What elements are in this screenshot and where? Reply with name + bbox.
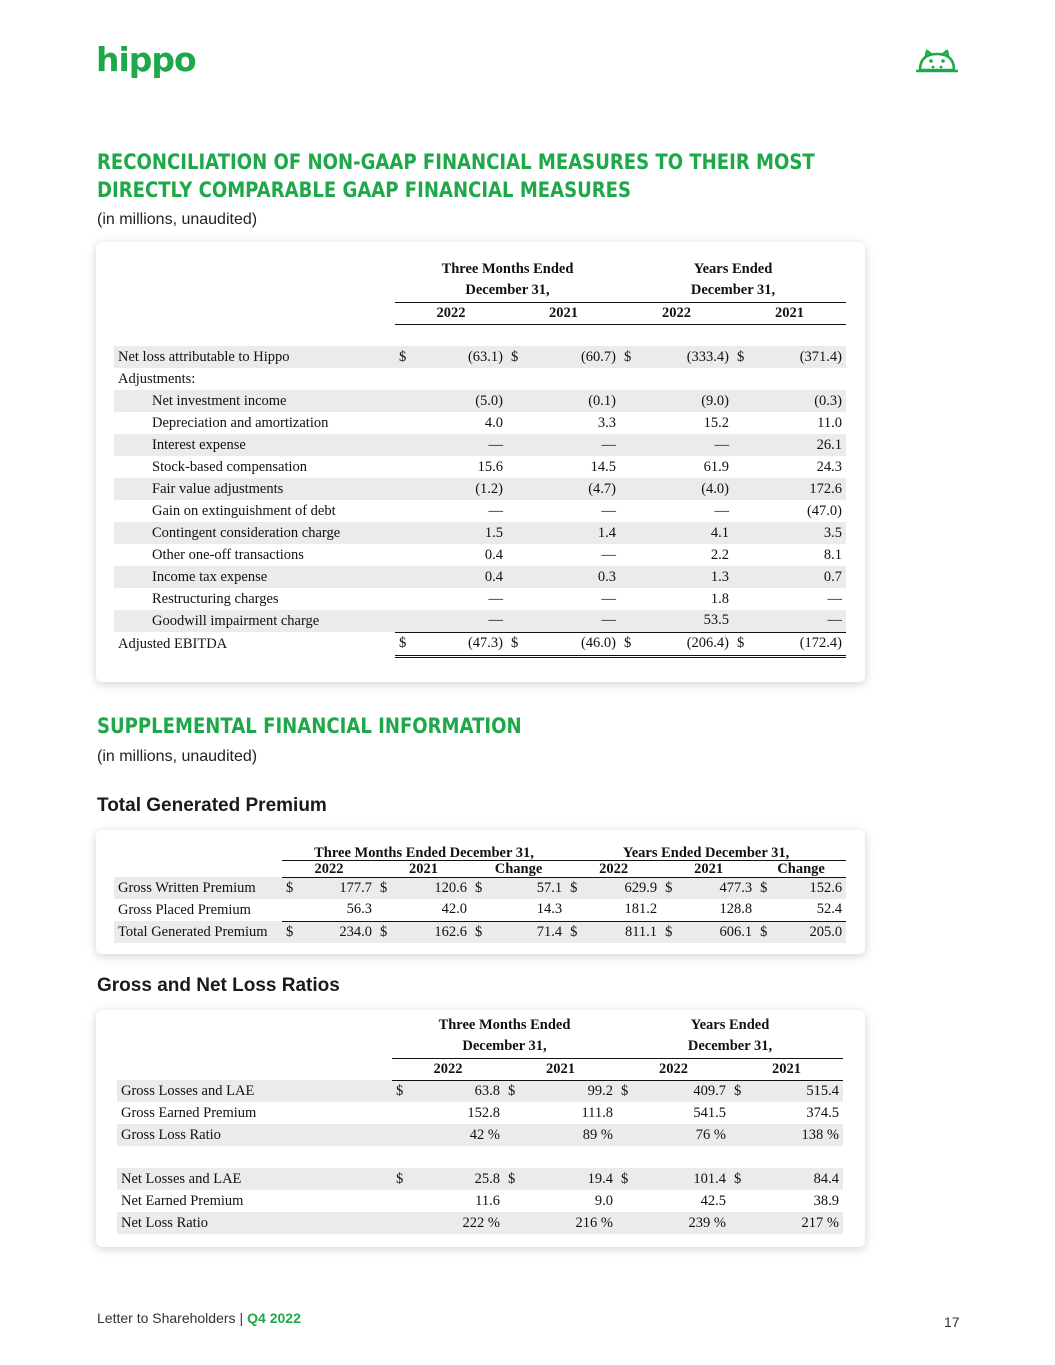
cell-value: 19.4 [526, 1168, 617, 1190]
three-months-header: Three Months Ended [441, 260, 574, 277]
currency-sign: $ [392, 1168, 414, 1190]
loss-ratios-heading: Gross and Net Loss Ratios [97, 975, 340, 996]
cell-value: 63.8 [414, 1080, 504, 1102]
cell-value: 152.8 [467, 1104, 500, 1121]
ratio-value: 42 [469, 1126, 485, 1143]
row-label: Net loss attributable to Hippo [114, 346, 395, 368]
currency-sign: $ [620, 632, 642, 656]
cell-value: 57.1 [487, 877, 566, 899]
cell-value: — [827, 590, 842, 607]
row-label: Interest expense [114, 434, 395, 456]
row-label: Adjusted EBITDA [118, 635, 228, 652]
currency-sign: $ [730, 1080, 752, 1102]
cell-value: 477.3 [677, 877, 756, 899]
cell-value [639, 1124, 730, 1146]
years-date: December 31, [620, 280, 846, 302]
cell-value: 0.3 [529, 566, 620, 588]
currency-sign: $ [471, 921, 487, 943]
percent-sign: % [826, 1214, 839, 1231]
year-header: 2021 [730, 1058, 843, 1080]
cell-value: (4.0) [642, 478, 733, 500]
row-label: Restructuring charges [152, 590, 279, 607]
cell-value: 172.6 [755, 478, 846, 500]
table-row [114, 456, 846, 478]
reconciliation-table [114, 258, 846, 658]
currency-sign: $ [504, 1080, 526, 1102]
hippo-logo: hippo [96, 40, 196, 79]
cell-value: 11.6 [475, 1192, 500, 1209]
row-label: Gross Written Premium [114, 877, 282, 899]
currency-sign: $ [471, 877, 487, 899]
cell-value: 15.6 [477, 458, 503, 475]
cell-value: 99.2 [526, 1080, 617, 1102]
col-header: 2022 [566, 860, 661, 877]
cell-value: 606.1 [677, 921, 756, 943]
percent-sign: % [713, 1214, 726, 1231]
row-label: Gross Losses and LAE [117, 1080, 392, 1102]
table-row [114, 368, 846, 390]
cell-value [414, 1212, 504, 1234]
cell-value: 14.3 [487, 899, 566, 921]
row-label: Gross Earned Premium [121, 1104, 257, 1121]
cell-value [526, 1212, 617, 1234]
percent-sign: % [713, 1126, 726, 1143]
cell-value: 1.8 [710, 590, 729, 607]
table-row-total [114, 921, 846, 943]
currency-sign: $ [395, 346, 417, 368]
cell-value: 56.3 [298, 899, 376, 921]
currency-sign: $ [617, 1080, 639, 1102]
cell-value: 14.5 [590, 458, 616, 475]
table-row [114, 434, 846, 456]
row-label: Adjustments: [118, 370, 196, 387]
cell-value [639, 1212, 730, 1234]
percent-sign: % [600, 1214, 613, 1231]
cell-value: — [601, 590, 616, 607]
cell-value: 2.2 [710, 546, 729, 563]
cell-value: 25.8 [414, 1168, 504, 1190]
currency-sign: $ [661, 921, 677, 943]
cell-value: (371.4) [755, 346, 846, 368]
cell-value: 1.3 [642, 566, 733, 588]
years-header: Years Ended December 31, [566, 843, 846, 860]
table-row [117, 1124, 843, 1146]
cell-value: 84.4 [752, 1168, 843, 1190]
hippo-mascot-icon [916, 48, 958, 79]
col-header: 2022 [282, 860, 376, 877]
cell-value: 3.5 [755, 522, 846, 544]
currency-sign: $ [507, 632, 529, 656]
table-row [117, 1168, 843, 1190]
footer-quarter: Q4 2022 [247, 1310, 301, 1326]
cell-value: (5.0) [417, 390, 507, 412]
year-header: 2021 [733, 302, 846, 324]
currency-sign: $ [566, 921, 582, 943]
cell-value: 374.5 [806, 1104, 839, 1121]
cell-value: 120.6 [392, 877, 471, 899]
cell-value: 26.1 [755, 434, 846, 456]
row-label: Other one-off transactions [152, 546, 304, 563]
col-header: 2021 [376, 860, 471, 877]
cell-value [752, 1124, 843, 1146]
cell-value: — [488, 590, 503, 607]
year-header: 2022 [620, 302, 733, 324]
cell-value: 11.0 [817, 414, 842, 431]
cell-value: 1.5 [417, 522, 507, 544]
currency-sign: $ [661, 877, 677, 899]
reconciliation-subtitle: (in millions, unaudited) [97, 211, 258, 228]
table-row [114, 566, 846, 588]
table-row [114, 478, 846, 500]
ratio-value: 222 [462, 1214, 485, 1231]
percent-sign: % [600, 1126, 613, 1143]
row-label: Income tax expense [114, 566, 395, 588]
cell-value: 3.3 [597, 414, 616, 431]
table-row [114, 390, 846, 412]
ratio-value: 89 [582, 1126, 598, 1143]
cell-value: 0.7 [755, 566, 846, 588]
cell-value: (46.0) [529, 632, 620, 656]
table-row [114, 588, 846, 610]
cell-value: — [601, 502, 616, 519]
cell-value [752, 1212, 843, 1234]
cell-value: 9.0 [594, 1192, 613, 1209]
cell-value: (0.3) [755, 390, 846, 412]
ratio-value: 138 [801, 1126, 824, 1143]
cell-value: 0.4 [484, 546, 503, 563]
cell-value: — [488, 502, 503, 519]
percent-sign: % [826, 1126, 839, 1143]
cell-value: 128.8 [677, 899, 756, 921]
year-header: 2022 [395, 302, 507, 324]
row-label: Total Generated Premium [114, 921, 282, 943]
cell-value: 38.9 [813, 1192, 839, 1209]
years-date: December 31, [617, 1036, 843, 1058]
percent-sign: % [487, 1126, 500, 1143]
cell-value: 629.9 [582, 877, 661, 899]
col-header: Change [471, 860, 566, 877]
row-label: Contingent consideration charge [114, 522, 395, 544]
three-months-header: Three Months Ended [438, 1016, 571, 1033]
table-row [114, 500, 846, 522]
cell-value: 71.4 [487, 921, 566, 943]
currency-sign: $ [566, 877, 582, 899]
table-row [114, 899, 846, 921]
cell-value: (172.4) [755, 632, 846, 656]
cell-value: 53.5 [642, 610, 733, 632]
percent-sign: % [487, 1214, 500, 1231]
row-label: Net Losses and LAE [117, 1168, 392, 1190]
table-row-total [114, 632, 846, 656]
cell-value: — [755, 610, 846, 632]
cell-value: 101.4 [639, 1168, 730, 1190]
table-row [117, 1190, 843, 1212]
cell-value: — [642, 434, 733, 456]
three-months-date: December 31, [395, 280, 620, 302]
table-row [117, 1080, 843, 1102]
cell-value: (0.1) [529, 390, 620, 412]
supplemental-title: SUPPLEMENTAL FINANCIAL INFORMATION [97, 714, 522, 738]
cell-value: 42.0 [392, 899, 471, 921]
cell-value: (9.0) [642, 390, 733, 412]
row-label: Net Earned Premium [121, 1192, 244, 1209]
three-months-header: Three Months Ended December 31, [282, 843, 566, 860]
cell-value: 0.4 [417, 566, 507, 588]
cell-value: — [529, 610, 620, 632]
cell-value: 52.4 [772, 899, 846, 921]
cell-value: (63.1) [417, 346, 507, 368]
cell-value: 181.2 [582, 899, 661, 921]
cell-value: 409.7 [639, 1080, 730, 1102]
row-label: Stock-based compensation [152, 458, 308, 475]
cell-value [414, 1124, 504, 1146]
currency-sign: $ [620, 346, 642, 368]
three-months-date: December 31, [392, 1036, 617, 1058]
page-number: 17 [944, 1314, 960, 1330]
currency-sign: $ [733, 632, 755, 656]
cell-value: 111.8 [581, 1104, 613, 1121]
cell-value: 15.2 [703, 414, 729, 431]
cell-value: — [601, 546, 616, 563]
cell-value: 541.5 [693, 1104, 726, 1121]
row-label: Fair value adjustments [114, 478, 395, 500]
row-label: Depreciation and amortization [152, 414, 329, 431]
cell-value: 1.4 [529, 522, 620, 544]
cell-value: (1.2) [417, 478, 507, 500]
year-header: 2022 [617, 1058, 730, 1080]
cell-value: (47.3) [417, 632, 507, 656]
year-header: 2022 [392, 1058, 504, 1080]
footer-doc-title: Letter to Shareholders [97, 1310, 236, 1326]
row-label: Gross Loss Ratio [117, 1124, 392, 1146]
currency-sign: $ [617, 1168, 639, 1190]
year-header: 2021 [504, 1058, 617, 1080]
row-label: Goodwill impairment charge [114, 610, 395, 632]
footer [97, 1310, 301, 1326]
cell-value: 152.6 [772, 877, 846, 899]
cell-value: 24.3 [816, 458, 842, 475]
currency-sign: $ [733, 346, 755, 368]
cell-value: — [529, 434, 620, 456]
row-label: Net investment income [114, 390, 395, 412]
row-label: Gain on extinguishment of debt [152, 502, 336, 519]
row-label: Net Loss Ratio [117, 1212, 392, 1234]
footer-separator: | [239, 1310, 244, 1326]
ratio-value: 76 [695, 1126, 711, 1143]
table-row [114, 346, 846, 368]
ratio-value: 216 [575, 1214, 598, 1231]
cell-value: 205.0 [772, 921, 846, 943]
cell-value: 42.5 [700, 1192, 726, 1209]
cell-value: 61.9 [703, 458, 729, 475]
premium-table [114, 843, 846, 943]
cell-value: 234.0 [298, 921, 376, 943]
currency-sign: $ [282, 877, 298, 899]
year-header: 2021 [507, 302, 620, 324]
cell-value: (60.7) [529, 346, 620, 368]
currency-sign: $ [756, 877, 772, 899]
ratio-value: 239 [688, 1214, 711, 1231]
reconciliation-title-line1: RECONCILIATION OF NON-GAAP FINANCIAL MEASURES TO THEIR MOST [97, 150, 815, 174]
col-header: Change [756, 860, 846, 877]
cell-value: — [714, 502, 729, 519]
table-row [114, 522, 846, 544]
cell-value: 162.6 [392, 921, 471, 943]
cell-value: — [417, 434, 507, 456]
table-row [114, 610, 846, 632]
cell-value: (206.4) [642, 632, 733, 656]
currency-sign: $ [376, 877, 392, 899]
cell-value: (47.0) [806, 502, 842, 519]
table-row [117, 1102, 843, 1124]
years-header: Years Ended [693, 260, 773, 277]
currency-sign: $ [282, 921, 298, 943]
years-header: Years Ended [690, 1016, 770, 1033]
cell-value: — [417, 610, 507, 632]
currency-sign: $ [756, 921, 772, 943]
cell-value: 4.1 [642, 522, 733, 544]
cell-value: 515.4 [752, 1080, 843, 1102]
cell-value: 811.1 [582, 921, 661, 943]
cell-value: (4.7) [529, 478, 620, 500]
cell-value: (333.4) [642, 346, 733, 368]
table-row [114, 877, 846, 899]
currency-sign: $ [395, 632, 417, 656]
cell-value [526, 1124, 617, 1146]
cell-value: 4.0 [484, 414, 503, 431]
currency-sign: $ [730, 1168, 752, 1190]
col-header: 2021 [661, 860, 756, 877]
row-label: Gross Placed Premium [118, 901, 251, 918]
currency-sign: $ [376, 921, 392, 943]
cell-value: 177.7 [298, 877, 376, 899]
table-row [117, 1212, 843, 1234]
ratio-value: 217 [801, 1214, 824, 1231]
currency-sign: $ [504, 1168, 526, 1190]
table-row [114, 412, 846, 434]
currency-sign: $ [392, 1080, 414, 1102]
cell-value: 8.1 [823, 546, 842, 563]
table-row [114, 544, 846, 566]
premium-heading: Total Generated Premium [97, 795, 327, 816]
currency-sign: $ [507, 346, 529, 368]
reconciliation-title-line2: DIRECTLY COMPARABLE GAAP FINANCIAL MEASURES [97, 178, 632, 202]
supplemental-subtitle: (in millions, unaudited) [97, 748, 258, 765]
loss-ratios-table [117, 1014, 843, 1234]
